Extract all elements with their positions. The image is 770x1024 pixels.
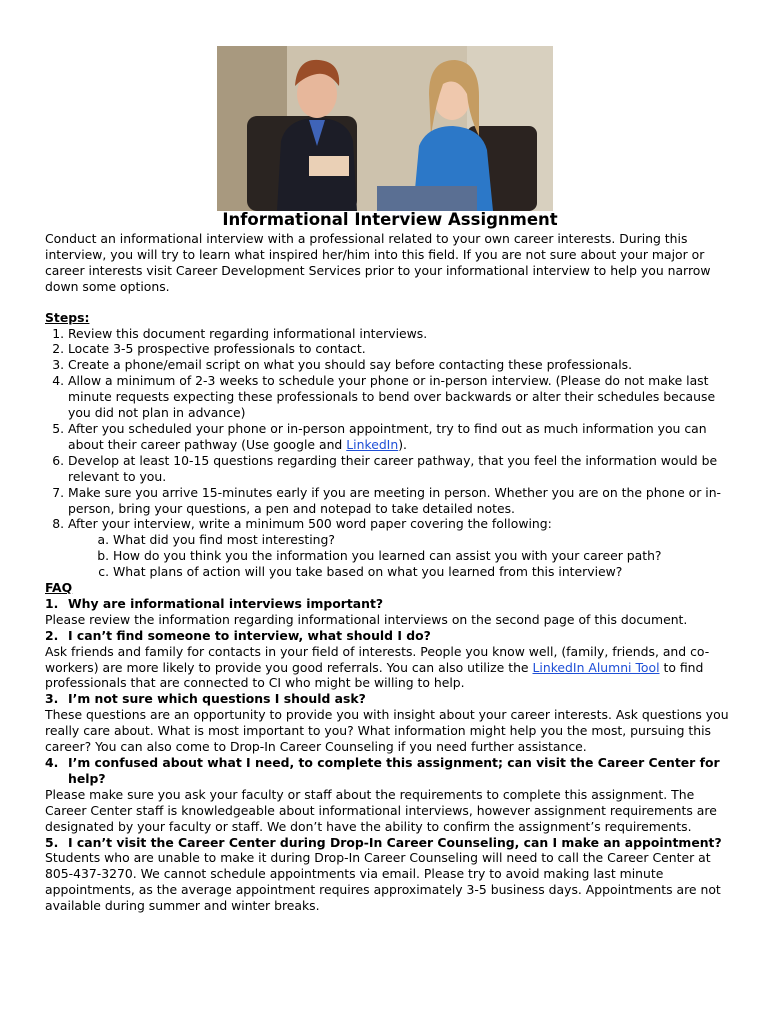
- step-text-tail: ).: [398, 436, 407, 452]
- faq-question-text: I can’t find someone to interview, what should I do?: [68, 627, 431, 643]
- faq-question-text: I’m not sure which questions I should ask?: [68, 691, 366, 707]
- faq-question-text: I can’t visit the Career Center during Drop-In Career Counseling, can I make an appointment?: [68, 834, 722, 850]
- intro-paragraph: Conduct an informational interview with a professional related to your own career interests. During this interview, you will try to learn what inspired her/him into this field. If you are not sure about your major or career interests visit Career Development Services prior to your informational interview to help you narrow down some options.: [45, 231, 711, 294]
- faq-answer: [45, 644, 735, 692]
- faq-question-text: I’m confused about what I need, to complete this assignment; can visit the Career Center for help?: [68, 755, 720, 786]
- linkedin-link[interactable]: LinkedIn: [346, 436, 399, 452]
- page-title: Informational Interview Assignment: [222, 210, 558, 229]
- sub-step-item: b. How do you think you the information you learned can assist you with your career path?: [113, 548, 735, 564]
- faq-question: [45, 755, 735, 787]
- interview-photo: [217, 46, 553, 211]
- faq-question: [45, 596, 735, 612]
- faq-answer: Students who are unable to make it during Drop-In Career Counseling will need to call the Career Center at 805-437-3270. We cannot schedule appointments via email. Please try to avoid making last minute appointments, as the average appointment requires approximately 3-5 business days. Appointments are not available during summer and winter breaks.: [45, 850, 721, 914]
- faq-answer-text: Ask friends and family for contacts in your field of interests. People you know well, (family, friends, and co-workers) are more likely to provide you good referrals. You can also utilize the: [45, 643, 710, 675]
- linkedin-alumni-tool-link[interactable]: LinkedIn Alumni Tool: [532, 659, 660, 675]
- step-text: After you scheduled your phone or in-person appointment, try to find out as much information you can about their career pathway (Use google and: [68, 420, 707, 452]
- faq-number: 3.: [45, 691, 59, 707]
- faq-number: 2.: [45, 627, 59, 643]
- step-item: [68, 516, 735, 580]
- faq-answer-tail: to find professionals that are connected to CI who might be willing to help.: [45, 659, 704, 691]
- faq-answer: Please make sure you ask your faculty or staff about the requirements to complete this assignment. The Career Center staff is knowledgeable about informational interviews, however assignment requirements are designated by your faculty or staff. We don’t have the ability to confirm the assignment’s requirements.: [45, 786, 717, 834]
- sub-step-item: a. What did you find most interesting?: [113, 532, 735, 548]
- step-item: 3. Create a phone/email script on what you should say before contacting these professionals.: [68, 357, 735, 373]
- sub-step-item: c. What plans of action will you take based on what you learned from this interview?: [113, 564, 735, 580]
- faq-question: [45, 835, 735, 851]
- faq-answer: These questions are an opportunity to provide you with insight about your career interests. Ask questions you really care about. What is most important to you? What information might help you the most, pursuing this career? You can also come to Drop-In Career Counseling if you need further assistance.: [45, 707, 729, 755]
- document-content: [45, 209, 735, 914]
- faq-answer: Please review the information regarding informational interviews on the second page of this document.: [45, 611, 688, 627]
- step-item: 7. Make sure you arrive 15-minutes early if you are meeting in person. Whether you are on the phone or in-person, bring your questions, a pen and notepad to take detailed notes.: [68, 485, 735, 517]
- photo-two-women-interview-icon: [217, 46, 553, 211]
- step-item: 1. Review this document regarding informational interviews.: [68, 326, 735, 342]
- faq-question-text: Why are informational interviews important?: [68, 595, 384, 611]
- faq-number: 4.: [45, 755, 59, 770]
- faq-number: 1.: [45, 595, 59, 611]
- faq-question: [45, 628, 735, 644]
- faq-question: [45, 691, 735, 707]
- step-item: 4. Allow a minimum of 2-3 weeks to schedule your phone or in-person interview. (Please do not make last minute requests expecting these professionals to bend over backwards or alter their schedules because you did not plan in advance): [68, 373, 735, 421]
- sub-steps-list: [68, 532, 735, 580]
- step-item: 2. Locate 3-5 prospective professionals to contact.: [68, 341, 735, 357]
- steps-heading: Steps:: [45, 309, 90, 325]
- step-item: 6. Develop at least 10-15 questions regarding their career pathway, that you feel the information would be relevant to you.: [68, 453, 735, 485]
- faq-heading: FAQ: [45, 580, 73, 596]
- step-text: After your interview, write a minimum 500 word paper covering the following:: [68, 516, 552, 532]
- faq-number: 5.: [45, 834, 59, 850]
- steps-list: [45, 326, 735, 581]
- step-item: [68, 421, 735, 453]
